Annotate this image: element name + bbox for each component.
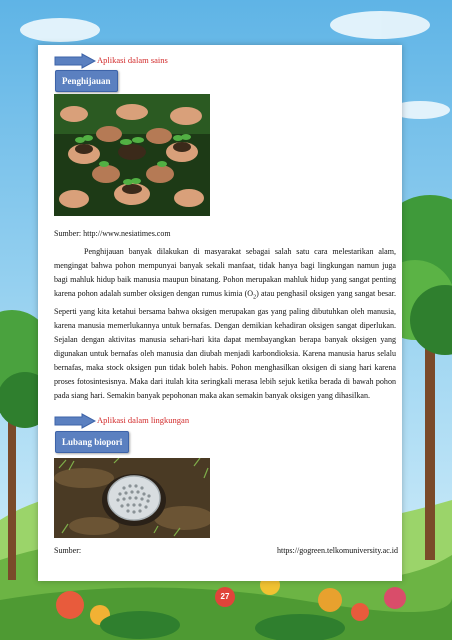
biopori-hole-photo <box>54 458 210 538</box>
photo-source-biopori-label: Sumber: <box>54 546 82 555</box>
section-label-environment: Aplikasi dalam lingkungan <box>97 415 190 425</box>
tag-penghijauan: Penghijauan <box>55 70 118 92</box>
photo-source-hands: Sumber: http://www.nesiatimes.com <box>54 229 171 238</box>
oxygen-subscript: 2 <box>253 294 257 301</box>
photo-source-biopori-url: https://gogreen.telkomuniversity.ac.id <box>276 546 398 555</box>
page-number: 27 <box>215 587 235 607</box>
seedlings-hands-photo <box>54 94 210 216</box>
paragraph-part2: ) atau penghasil oksigen yang sangat besar. Seperti yang kita ketahui bersama bahwa oksigen merupakan gas yang paling dibutuhkan oleh manusia, karena manusia memerlukannya untuk bernafas. Dengan demikian kehadiran oksigen sangat diperlukan. Sejalan dengan aktivitas manusia sehari-hari kita dapat membayangkan berapa banyak oksigen yang digunakan untuk bernafas oleh manusia dan diubah menjadi karbondioksia. Karena manusia harus selalu bernafas, maka stock oksigen pun tidak boleh habis. Pohon menghasilkan oksigen di siang hari karena proses fotosintesisnya. Maka dari itulah kita seringkali merasa lebih sejuk ketika berada di bawah pohon pada siang hari. Semakin banyak pepohonan maka akan semakin banyak oksigen yang dihasilkan. <box>54 288 396 401</box>
arrow-right-icon <box>54 413 96 429</box>
paragraph-part1: Penghijauan banyak dilakukan di masyarakat sebagai salah satu cara melestarikan alam, mengingat bahwa pohon mempunyai banyak sekali manfaat, tidak hanya bagi lingkungan namun juga bagi mahluk hidup baik manusia maupun binatang. Pohon merupakan mahluk hidup yang sangat penting karena pohon adalah sumber oksigen dengan rumus kimia (O <box>54 247 396 298</box>
tag-lubang-biopori: Lubang biopori <box>55 431 129 453</box>
body-paragraph <box>54 245 396 403</box>
arrow-right-icon <box>54 53 96 69</box>
section-label-science: Aplikasi dalam sains <box>97 55 168 65</box>
